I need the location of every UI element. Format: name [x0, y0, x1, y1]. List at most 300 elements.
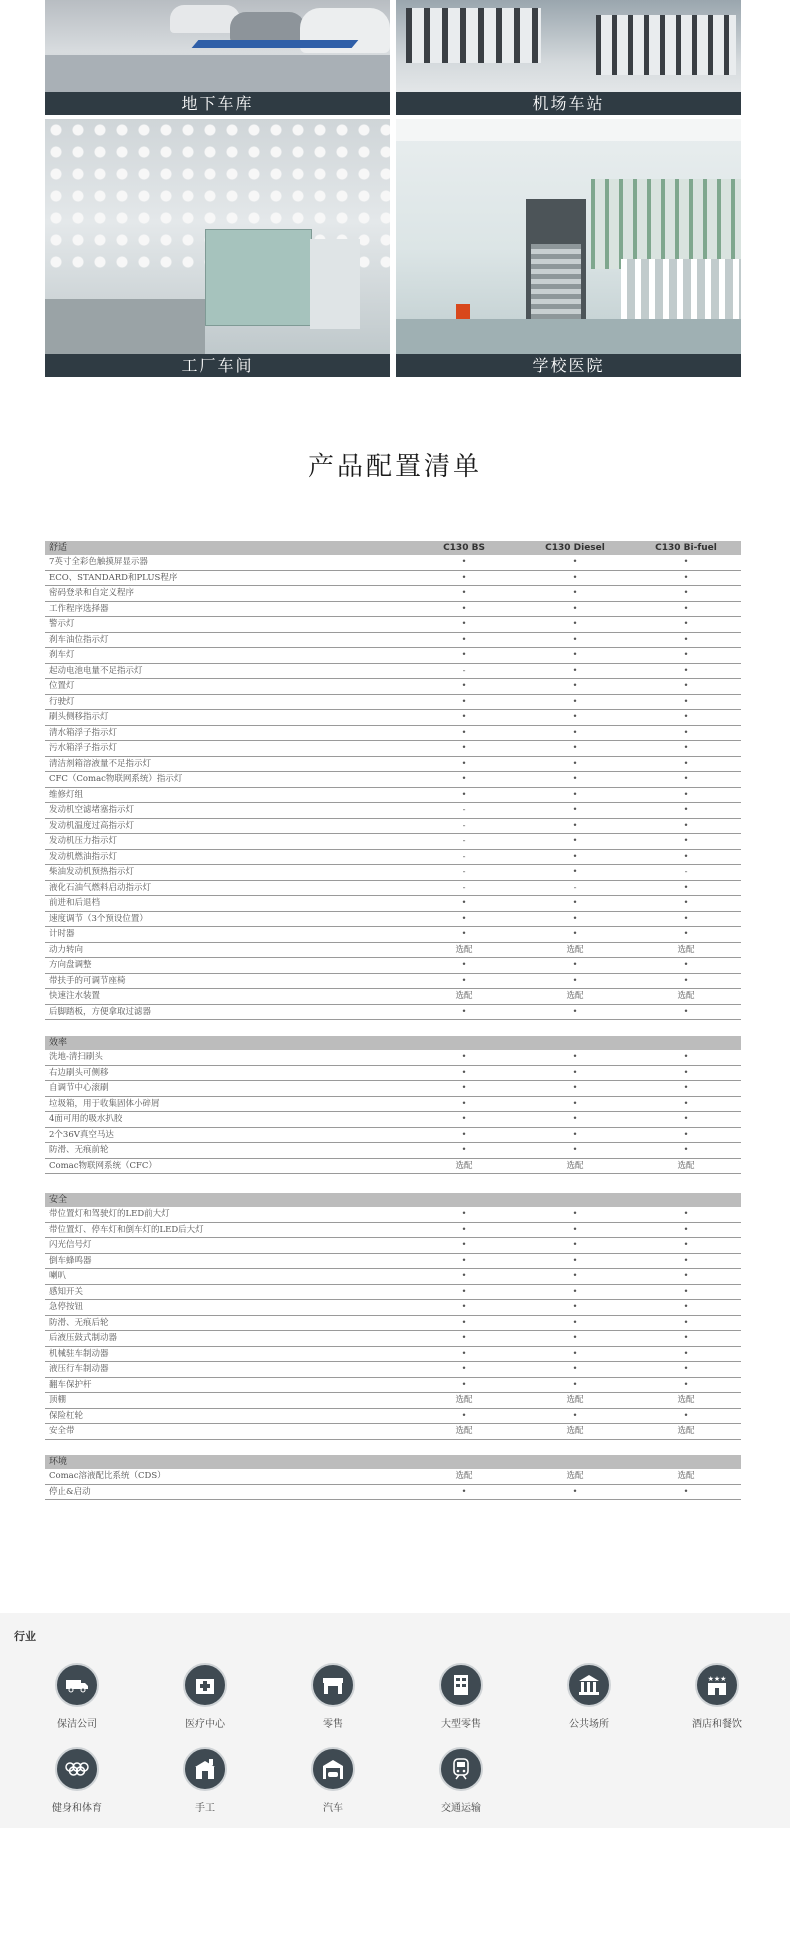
feature-availability: • — [683, 1098, 689, 1109]
table-row — [45, 1081, 741, 1097]
feature-availability: 选配 — [677, 944, 695, 955]
feature-availability: • — [572, 634, 578, 645]
feature-availability: • — [572, 1333, 578, 1343]
feature-name: Comac物联网系统（CFC） — [49, 1160, 157, 1171]
column-header: C130 Bi-fuel — [655, 543, 717, 553]
table-row — [45, 1424, 741, 1440]
feature-availability: • — [683, 1224, 689, 1235]
feature-availability: • — [683, 1145, 689, 1155]
feature-availability: • — [461, 929, 467, 939]
spec-group — [45, 1193, 741, 1440]
feature-availability: • — [461, 898, 467, 908]
feature-availability: • — [683, 572, 689, 583]
feature-availability: • — [461, 1098, 467, 1109]
feature-availability: • — [572, 1302, 578, 1312]
feature-availability: • — [461, 727, 467, 738]
feature-name: 机械驻车制动器 — [49, 1348, 109, 1359]
feature-name: 急停按钮 — [49, 1302, 84, 1312]
feature-name: 右边刷头可侧移 — [49, 1067, 109, 1078]
car-shape — [230, 12, 305, 42]
feature-availability: • — [461, 1364, 467, 1374]
page-title: 产品配置清单 — [307, 452, 482, 482]
feature-availability: • — [572, 867, 578, 877]
feature-name: 后液压鼓式制动器 — [49, 1333, 118, 1343]
table-row — [45, 1469, 741, 1485]
feature-availability: • — [461, 1271, 467, 1281]
table-row — [45, 803, 741, 819]
feature-availability: - — [573, 882, 577, 893]
feature-availability: • — [683, 1486, 689, 1497]
feature-availability: • — [461, 1129, 467, 1140]
photo-factory-workshop — [45, 119, 390, 377]
feature-availability: • — [572, 572, 578, 583]
industry-item[interactable] — [145, 1747, 265, 1814]
spec-group-header — [45, 1193, 741, 1207]
feature-availability: • — [461, 1114, 467, 1124]
feature-availability: • — [461, 1224, 467, 1235]
feature-availability: • — [683, 929, 689, 939]
feature-name: 计时器 — [49, 929, 75, 939]
industry-label: 酒店和餐饮 — [692, 1719, 742, 1730]
photo-caption: 工厂车间 — [45, 354, 390, 377]
feature-availability: - — [462, 882, 466, 893]
feature-availability: 选配 — [455, 944, 473, 955]
table-row — [45, 1143, 741, 1159]
hospital-icon — [183, 1663, 227, 1707]
feature-name: 自调节中心滚刷 — [49, 1083, 109, 1093]
floor-shape — [45, 55, 390, 92]
feature-name: 刹车油位指示灯 — [49, 634, 109, 645]
feature-availability: • — [461, 774, 467, 784]
feature-availability: • — [683, 805, 689, 815]
feature-availability: • — [572, 975, 578, 986]
olympic-rings-icon — [55, 1747, 99, 1791]
feature-availability: • — [683, 1286, 689, 1297]
feature-availability: • — [683, 1410, 689, 1421]
feature-availability: • — [461, 557, 467, 567]
table-row — [45, 989, 741, 1005]
feature-availability: 选配 — [455, 1395, 473, 1405]
feature-name: 方向盘调整 — [49, 960, 92, 970]
industry-label: 保洁公司 — [57, 1719, 97, 1730]
feature-availability: • — [572, 774, 578, 784]
industry-label: 公共场所 — [569, 1719, 609, 1730]
garage-icon — [311, 1747, 355, 1791]
industry-title: 行业 — [14, 1630, 36, 1643]
feature-name: 行驶灯 — [49, 696, 75, 707]
feature-availability: 选配 — [677, 1471, 695, 1481]
table-row — [45, 1485, 741, 1501]
table-row — [45, 633, 741, 649]
feature-availability: • — [683, 1379, 689, 1390]
feature-availability: 选配 — [455, 1471, 473, 1481]
feature-availability: • — [572, 851, 578, 862]
spec-group — [45, 1455, 741, 1500]
industry-item[interactable] — [17, 1663, 137, 1730]
feature-availability: • — [572, 1224, 578, 1235]
feature-availability: • — [461, 1379, 467, 1390]
feature-availability: • — [572, 1006, 578, 1017]
feature-availability: • — [461, 975, 467, 986]
table-row — [45, 664, 741, 680]
industry-item[interactable] — [529, 1663, 649, 1730]
feature-name: 动力转向 — [49, 944, 84, 955]
feature-availability: • — [683, 1317, 689, 1328]
table-row — [45, 1112, 741, 1128]
feature-availability: • — [683, 789, 689, 800]
table-row — [45, 741, 741, 757]
feature-availability: 选配 — [677, 1426, 695, 1436]
feature-availability: • — [461, 1209, 467, 1219]
feature-name: 2个36V真空马达 — [49, 1129, 114, 1140]
feature-availability: 选配 — [455, 1160, 473, 1171]
table-row — [45, 896, 741, 912]
feature-availability: • — [572, 557, 578, 567]
hotel-icon — [695, 1663, 739, 1707]
feature-availability: 选配 — [566, 1395, 584, 1405]
feature-name: 感知开关 — [49, 1286, 84, 1297]
feature-availability: • — [683, 1114, 689, 1124]
column-header: C130 BS — [443, 543, 485, 553]
table-row — [45, 1005, 741, 1021]
feature-name: 喇叭 — [49, 1271, 67, 1281]
column-header: C130 Diesel — [545, 543, 605, 553]
feature-name: CFC（Comac物联网系统）指示灯 — [49, 774, 183, 784]
feature-availability: • — [572, 1364, 578, 1374]
feature-availability: • — [683, 960, 689, 970]
feature-availability: • — [572, 898, 578, 908]
feature-availability: • — [683, 1348, 689, 1359]
feature-availability: • — [683, 1006, 689, 1017]
machine-shape — [205, 229, 312, 326]
feature-name: 停止&启动 — [49, 1486, 91, 1497]
feature-availability: • — [683, 836, 689, 846]
feature-availability: • — [461, 1240, 467, 1250]
table-row — [45, 788, 741, 804]
feature-availability: • — [461, 758, 467, 769]
table-row — [45, 710, 741, 726]
table-row — [45, 1362, 741, 1378]
feature-name: 密码登录和自定义程序 — [49, 588, 135, 598]
feature-availability: • — [572, 1271, 578, 1281]
photo-caption: 地下车库 — [45, 92, 390, 115]
window-shape — [591, 179, 741, 269]
feature-availability: • — [572, 1240, 578, 1250]
feature-availability: • — [572, 588, 578, 598]
spec-group-header — [45, 1455, 741, 1469]
feature-availability: • — [683, 743, 689, 753]
feature-availability: • — [572, 681, 578, 691]
table-row — [45, 1159, 741, 1175]
feature-name: 速度调节（3个预设位置） — [49, 913, 148, 924]
spec-group — [45, 1036, 741, 1174]
feature-availability: • — [461, 1006, 467, 1017]
feature-availability: 选配 — [566, 1471, 584, 1481]
industry-label: 医疗中心 — [185, 1719, 225, 1730]
spec-group-name: 环境 — [49, 1457, 68, 1467]
feature-availability: • — [572, 712, 578, 722]
feature-availability: 选配 — [455, 991, 473, 1001]
feature-availability: • — [683, 650, 689, 660]
feature-availability: 选配 — [677, 1395, 695, 1405]
feature-name: 带位置灯和驾驶灯的LED前大灯 — [49, 1209, 170, 1219]
feature-name: Comac溶液配比系统（CDS） — [49, 1471, 166, 1481]
table-row — [45, 772, 741, 788]
feature-availability: 选配 — [677, 991, 695, 1001]
feature-availability: • — [572, 1067, 578, 1078]
feature-availability: • — [461, 1348, 467, 1359]
feature-availability: • — [572, 1348, 578, 1359]
feature-availability: 选配 — [566, 944, 584, 955]
feature-availability: • — [683, 603, 689, 614]
feature-availability: • — [461, 960, 467, 970]
feature-name: 位置灯 — [49, 681, 75, 691]
feature-name: ECO、STANDARD和PLUS程序 — [49, 572, 178, 583]
feature-availability: • — [572, 1114, 578, 1124]
feature-availability: • — [683, 696, 689, 707]
feature-name: 柴油发动机预热指示灯 — [49, 867, 135, 877]
feature-availability: • — [572, 603, 578, 614]
feature-availability: 选配 — [455, 1426, 473, 1436]
industry-item[interactable] — [273, 1747, 393, 1814]
feature-availability: • — [572, 696, 578, 707]
feature-availability: • — [683, 712, 689, 722]
feature-availability: • — [572, 1486, 578, 1497]
svg-text:★★★: ★★★ — [707, 1675, 727, 1683]
table-row — [45, 943, 741, 959]
feature-name: 倒车蜂鸣器 — [49, 1255, 92, 1266]
feature-availability: • — [683, 681, 689, 691]
feature-availability: • — [572, 665, 578, 676]
feature-availability: • — [572, 650, 578, 660]
table-row — [45, 555, 741, 571]
industry-label: 健身和体育 — [52, 1803, 102, 1814]
table-row — [45, 602, 741, 618]
feature-availability: • — [683, 665, 689, 676]
feature-name: 警示灯 — [49, 619, 75, 629]
table-row — [45, 617, 741, 633]
feature-availability: • — [461, 1486, 467, 1497]
table-row — [45, 1223, 741, 1239]
spec-group — [45, 541, 741, 1020]
spec-group-header — [45, 1036, 741, 1050]
table-row — [45, 571, 741, 587]
feature-availability: • — [461, 712, 467, 722]
feature-name: 维修灯组 — [49, 789, 84, 800]
table-row — [45, 1331, 741, 1347]
feature-name: 4面可用的吸水扒胶 — [49, 1114, 123, 1124]
feature-availability: • — [683, 727, 689, 738]
feature-name: 带位置灯、停车灯和倒车灯的LED后大灯 — [49, 1224, 204, 1235]
feature-availability: • — [683, 1302, 689, 1312]
feature-availability: • — [572, 929, 578, 939]
feature-name: 污水箱浮子指示灯 — [49, 743, 118, 753]
table-row — [45, 1347, 741, 1363]
table-row — [45, 1050, 741, 1066]
feature-availability: • — [683, 913, 689, 924]
industry-item[interactable] — [273, 1663, 393, 1730]
feature-availability: • — [683, 975, 689, 986]
feature-availability: • — [683, 1364, 689, 1374]
chairs-shape — [596, 15, 736, 75]
chairs-shape — [406, 8, 541, 63]
table-row — [45, 834, 741, 850]
feature-name: 安全带 — [49, 1426, 75, 1436]
feature-availability: 选配 — [566, 991, 584, 1001]
feature-name: 液压行车制动器 — [49, 1364, 109, 1374]
ceiling-shape — [396, 119, 741, 141]
photo-school-hospital — [396, 119, 741, 377]
feature-availability: • — [461, 634, 467, 645]
machine-shape — [310, 239, 360, 329]
feature-availability: • — [683, 820, 689, 831]
feature-availability: • — [572, 1209, 578, 1219]
table-row — [45, 1238, 741, 1254]
photo-caption: 机场车站 — [396, 92, 741, 115]
public-building-icon — [567, 1663, 611, 1707]
feature-name: 防滑、无痕后轮 — [49, 1317, 109, 1328]
table-row — [45, 958, 741, 974]
feature-availability: • — [572, 960, 578, 970]
feature-availability: • — [683, 851, 689, 862]
feature-availability: • — [572, 820, 578, 831]
feature-availability: • — [461, 1410, 467, 1421]
industry-section — [0, 1613, 790, 1828]
feature-name: 发动机空滤堵塞指示灯 — [49, 805, 135, 815]
table-row — [45, 1409, 741, 1425]
floor-shape — [396, 319, 741, 354]
feature-availability: • — [683, 634, 689, 645]
table-row — [45, 974, 741, 990]
feature-name: 刹车灯 — [49, 650, 75, 660]
feature-name: 发动机燃油指示灯 — [49, 851, 118, 862]
feature-availability: • — [572, 743, 578, 753]
feature-name: 液化石油气燃料启动指示灯 — [49, 882, 152, 893]
feature-name: 发动机压力指示灯 — [49, 836, 118, 846]
feature-availability: - — [684, 867, 688, 877]
feature-name: 发动机温度过高指示灯 — [49, 820, 135, 831]
feature-availability: • — [461, 789, 467, 800]
table-row — [45, 1316, 741, 1332]
feature-name: 刷头侧移指示灯 — [49, 712, 109, 722]
table-row — [45, 850, 741, 866]
feature-availability: • — [461, 681, 467, 691]
feature-name: 清水箱浮子指示灯 — [49, 727, 118, 738]
industry-item[interactable] — [401, 1747, 521, 1814]
workshop-icon — [183, 1747, 227, 1791]
feature-availability: • — [683, 1129, 689, 1140]
feature-availability: • — [572, 1410, 578, 1421]
feature-availability: • — [683, 1067, 689, 1078]
table-row — [45, 1269, 741, 1285]
table-row — [45, 1393, 741, 1409]
feature-availability: • — [683, 898, 689, 908]
feature-availability: - — [462, 836, 466, 846]
feature-availability: • — [461, 1302, 467, 1312]
feature-name: 翻车保护杆 — [49, 1379, 92, 1390]
industry-label: 汽车 — [323, 1803, 343, 1814]
feature-availability: • — [572, 789, 578, 800]
feature-name: 洗地-清扫刷头 — [49, 1052, 103, 1062]
feature-name: 前进和后退档 — [49, 898, 101, 908]
feature-availability: • — [572, 1098, 578, 1109]
feature-availability: • — [461, 1083, 467, 1093]
table-row — [45, 912, 741, 928]
feature-availability: - — [462, 665, 466, 676]
table-row — [45, 865, 741, 881]
table-row — [45, 726, 741, 742]
feature-availability: • — [572, 1129, 578, 1140]
feature-name: 闪光信号灯 — [49, 1240, 92, 1250]
industry-label: 手工 — [195, 1803, 215, 1814]
feature-availability: • — [683, 557, 689, 567]
industry-item[interactable] — [657, 1663, 777, 1730]
table-row — [45, 1207, 741, 1223]
feature-availability: • — [461, 619, 467, 629]
store-icon — [311, 1663, 355, 1707]
feature-availability: - — [462, 820, 466, 831]
feature-availability: • — [461, 1052, 467, 1062]
feature-availability: - — [462, 867, 466, 877]
spec-group-name: 安全 — [49, 1195, 68, 1205]
industry-item[interactable] — [17, 1747, 137, 1814]
table-row — [45, 1285, 741, 1301]
feature-availability: • — [683, 1083, 689, 1093]
industry-item[interactable] — [145, 1663, 265, 1730]
feature-availability: 选配 — [566, 1426, 584, 1436]
feature-availability: • — [572, 805, 578, 815]
feature-availability: • — [572, 913, 578, 924]
table-row — [45, 695, 741, 711]
feature-availability: • — [572, 727, 578, 738]
feature-availability: • — [572, 1317, 578, 1328]
feature-availability: • — [683, 758, 689, 769]
photo-caption: 学校医院 — [396, 354, 741, 377]
industry-label: 零售 — [323, 1719, 343, 1730]
table-row — [45, 1097, 741, 1113]
mall-icon — [439, 1663, 483, 1707]
feature-availability: • — [683, 1240, 689, 1250]
table-row — [45, 1128, 741, 1144]
feature-availability: • — [461, 1067, 467, 1078]
spec-group-name: 舒适 — [49, 543, 68, 553]
table-row — [45, 1378, 741, 1394]
feature-availability: • — [572, 758, 578, 769]
floor-shape — [45, 299, 205, 354]
feature-name: 后脚踏板，方便拿取过滤器 — [49, 1006, 152, 1017]
stairs-shape — [531, 244, 581, 324]
feature-name: 防滑、无痕前轮 — [49, 1145, 109, 1155]
feature-availability: - — [462, 851, 466, 862]
feature-availability: • — [683, 1333, 689, 1343]
industry-item[interactable] — [401, 1663, 521, 1730]
feature-availability: 选配 — [677, 1160, 695, 1171]
spec-group-header — [45, 541, 741, 555]
feature-availability: • — [461, 1286, 467, 1297]
table-row — [45, 1254, 741, 1270]
feature-availability: • — [683, 882, 689, 893]
feature-availability: • — [683, 1209, 689, 1219]
feature-availability: • — [683, 619, 689, 629]
feature-name: 带扶手的可调节座椅 — [49, 975, 126, 986]
feature-availability: - — [462, 805, 466, 815]
feature-availability: • — [461, 1255, 467, 1266]
railing-shape — [621, 259, 741, 319]
feature-availability: • — [461, 696, 467, 707]
industry-label: 大型零售 — [441, 1719, 481, 1730]
feature-availability: • — [572, 1379, 578, 1390]
feature-availability: • — [572, 1083, 578, 1093]
